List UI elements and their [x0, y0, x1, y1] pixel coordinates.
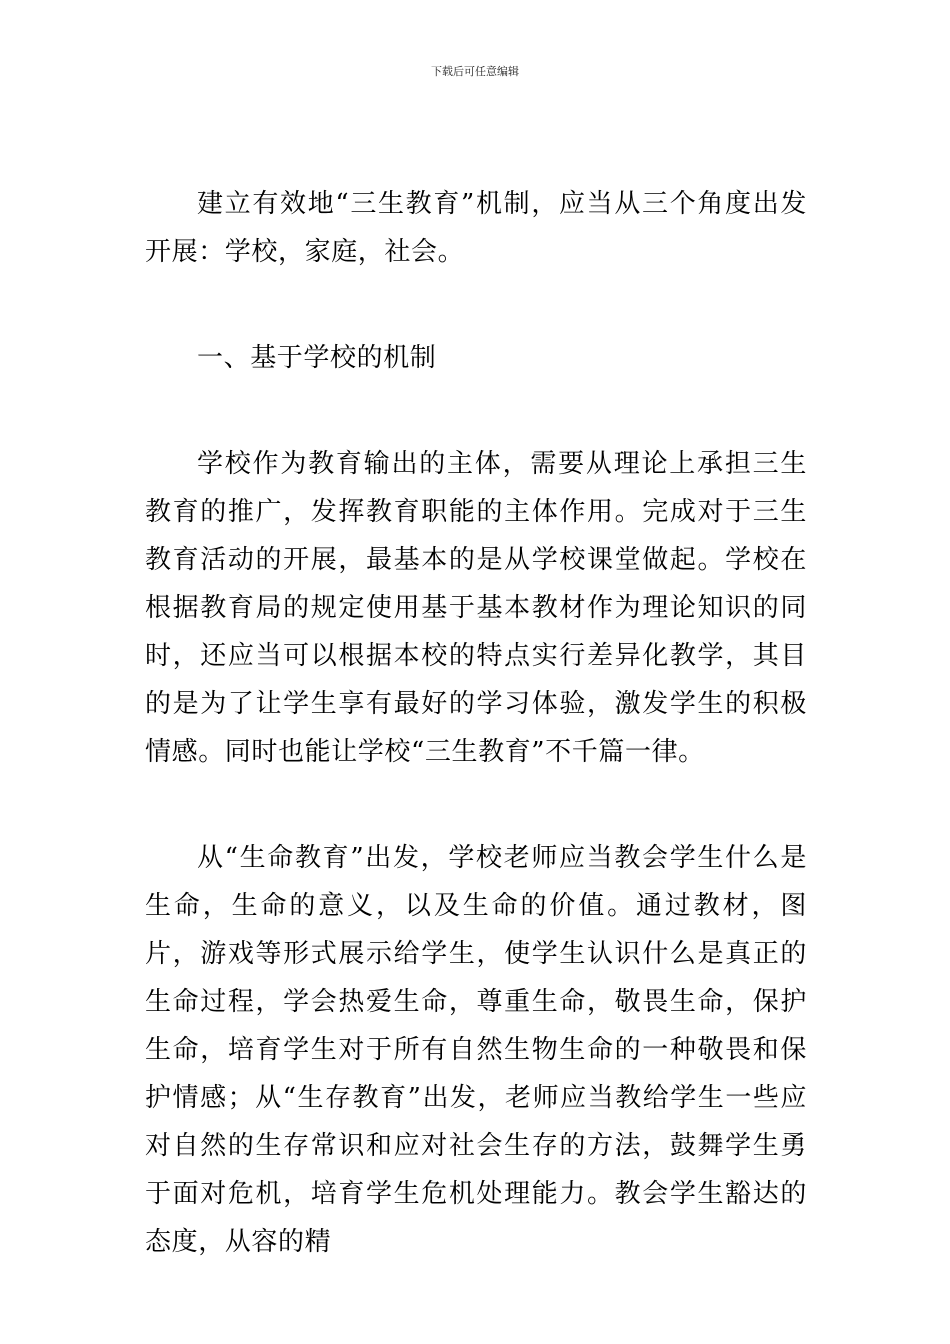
paragraph-intro: 建立有效地“三生教育”机制，应当从三个角度出发开展：学校，家庭，社会。 [145, 189, 807, 267]
document-body [145, 180, 807, 1324]
section-heading: 一、基于学校的机制 [197, 343, 437, 373]
page-header-note: 下载后可任意编辑 [431, 65, 519, 78]
paragraph-life-education: 从“生命教育”出发，学校老师应当教会学生什么是生命，生命的意义，以及生命的价值。通过教材，图片，游戏等形式展示给学生，使学生认识什么是真正的生命过程，学会热爱生命，尊重生命，敬畏生命，保护生命，培育学生对于所有自然生物生命的一种敬畏和保护情感；从“生存教育”出发，老师应当教给学生一些应对自然的生存常识和应对社会生存的方法，鼓舞学生勇于面对危机，培育学生危机处理能力。教会学生豁达的态度，从容的精 [145, 843, 807, 1257]
paragraph-school-role: 学校作为教育输出的主体，需要从理论上承担三生教育的推广，发挥教育职能的主体作用。完成对于三生教育活动的开展，最基本的是从学校课堂做起。学校在根据教育局的规定使用基于基本教材作为理论知识的同时，还应当可以根据本校的特点实行差异化教学，其目的是为了让学生享有最好的学习体验，激发学生的积极情感。同时也能让学校“三生教育”不千篇一律。 [145, 449, 807, 767]
